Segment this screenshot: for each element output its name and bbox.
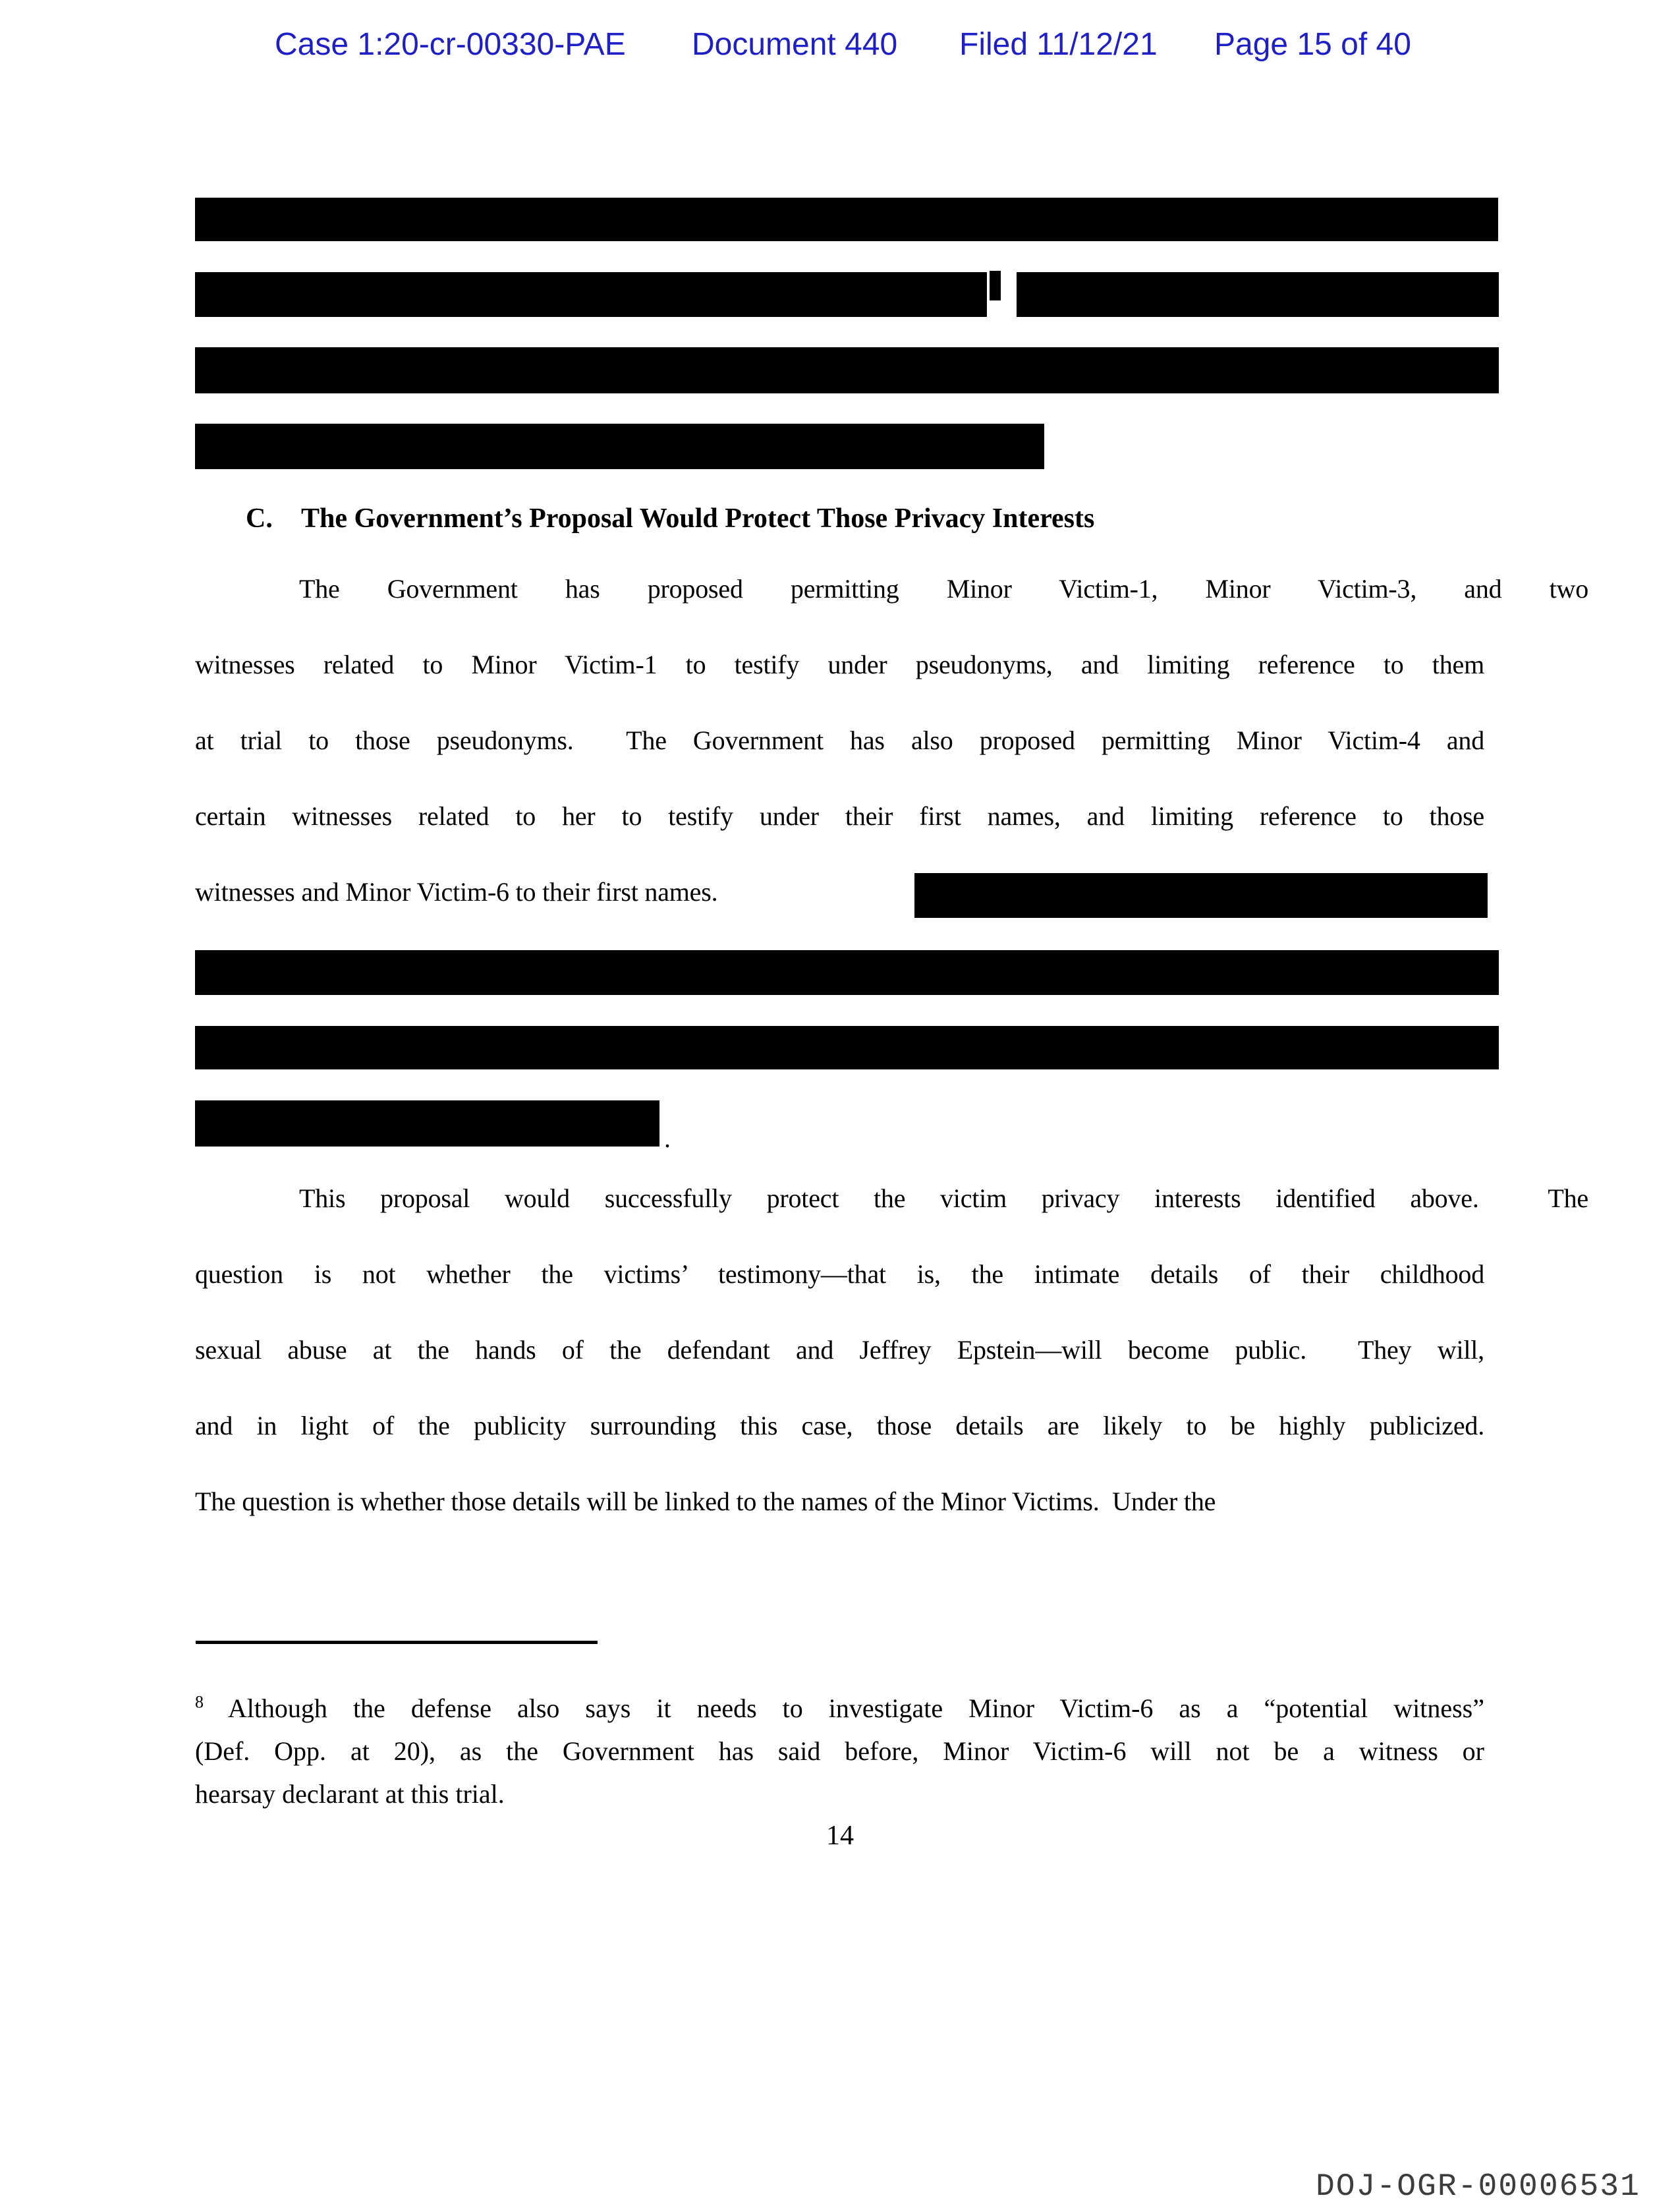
redaction-bar xyxy=(195,272,987,317)
header-filed-label: Filed 11/12/21 xyxy=(959,27,1158,62)
redaction-bar xyxy=(195,1026,1499,1069)
redaction-bar xyxy=(195,1100,659,1147)
paragraph1-line: witnesses related to Minor Victim-1 to testify under pseudonyms, and limiting reference to them xyxy=(195,650,1484,679)
paragraph2-line: and in light of the publicity surrounding this case, those details are likely to be highly publicized. xyxy=(195,1411,1484,1440)
header-case-number: Case 1:20-cr-00330-PAE xyxy=(275,27,626,62)
footnote-marker: 8 xyxy=(195,1692,204,1712)
paragraph2-line: The question is whether those details will be linked to the names of the Minor Victims. Under the xyxy=(195,1487,1216,1516)
bates-number: DOJ-OGR-00006531 xyxy=(1316,2169,1640,2205)
paragraph2-line: This proposal would successfully protect the victim privacy interests identified above. The xyxy=(299,1183,1588,1213)
paragraph1-line: witnesses and Minor Victim-6 to their first names. xyxy=(195,877,718,907)
paragraph2-line: sexual abuse at the hands of the defendant and Jeffrey Epstein—will become public. They will, xyxy=(195,1335,1484,1365)
paragraph2-line: question is not whether the victims’ testimony—that is, the intimate details of their childhood xyxy=(195,1259,1484,1289)
section-heading-label: C. xyxy=(246,503,273,534)
redaction-bar xyxy=(1017,272,1499,317)
header-document-label: Document 440 xyxy=(692,27,898,62)
footnote-line: (Def. Opp. at 20), as the Government has said before, Minor Victim-6 will not be a witness or xyxy=(195,1736,1484,1766)
redaction-bar-inline xyxy=(914,873,1488,918)
redaction-bar xyxy=(990,271,1001,300)
post-redaction-period: . xyxy=(664,1123,671,1153)
footnote-line: hearsay declarant at this trial. xyxy=(195,1779,505,1809)
redaction-bar xyxy=(195,950,1499,995)
redaction-bar xyxy=(195,198,1498,241)
section-heading xyxy=(246,481,1094,557)
footnote-text: Although the defense also says it needs to investigate Minor Victim-6 as a “potential witness” xyxy=(227,1693,1484,1723)
page-number: 14 xyxy=(826,1821,854,1851)
footnote-separator xyxy=(196,1641,598,1644)
header-page-label: Page 15 of 40 xyxy=(1214,27,1411,62)
paragraph1-line: The Government has proposed permitting Minor Victim-1, Minor Victim-3, and two xyxy=(299,574,1588,604)
section-heading-title: The Government’s Proposal Would Protect Those Privacy Interests xyxy=(301,503,1095,534)
footnote-line xyxy=(195,1687,1484,1730)
redaction-bar xyxy=(195,424,1044,469)
redaction-bar xyxy=(195,347,1499,393)
paragraph1-line: at trial to those pseudonyms. The Government has also proposed permitting Minor Victim-4 and xyxy=(195,725,1484,755)
paragraph1-line: certain witnesses related to her to testify under their first names, and limiting reference to those xyxy=(195,801,1484,831)
